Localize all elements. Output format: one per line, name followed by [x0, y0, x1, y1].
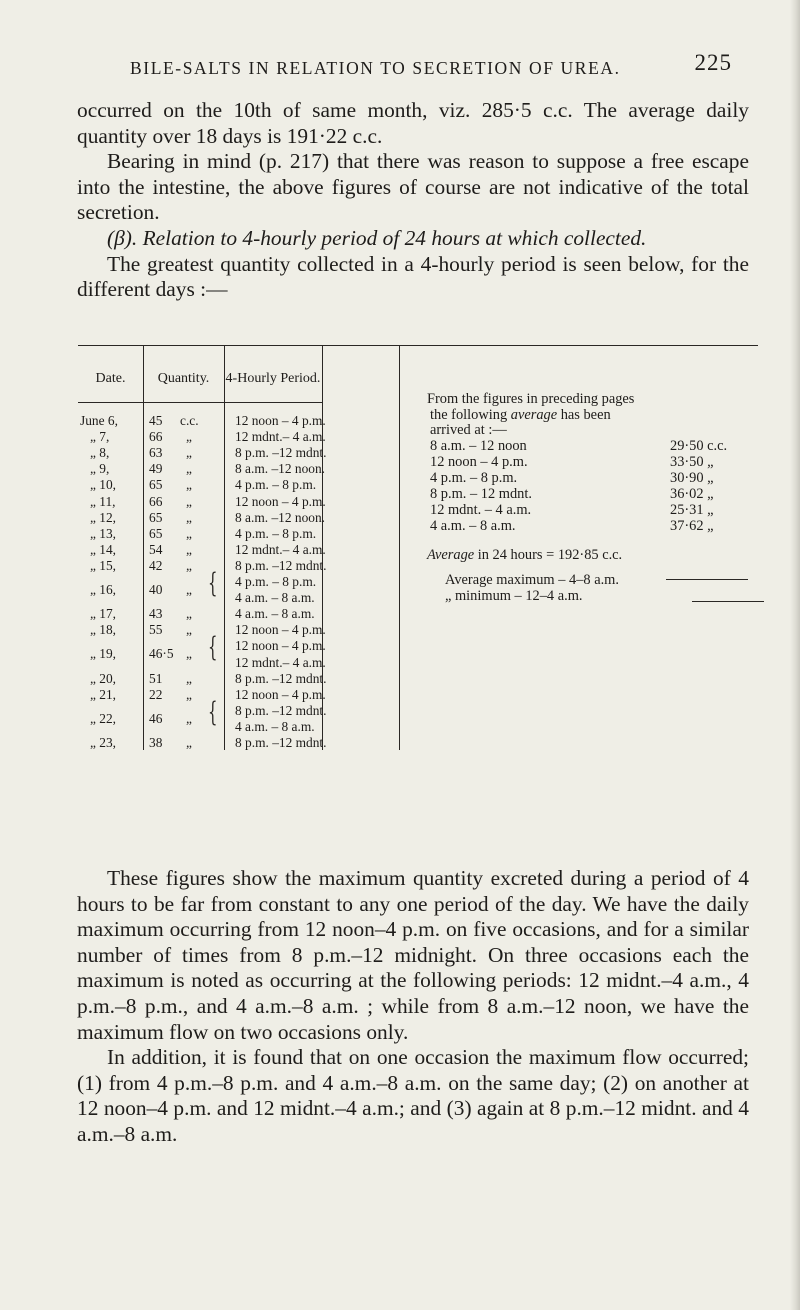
row-period: 8 p.m. –12 mdnt.: [235, 557, 327, 573]
intro-text: [77, 98, 749, 303]
row-date: „ 22,: [90, 710, 117, 726]
daily-average: [427, 548, 767, 564]
row-period: 8 p.m. –12 mdnt.: [235, 670, 327, 686]
row-unit: „: [186, 509, 192, 525]
side-note: [427, 392, 767, 605]
average-row: [427, 455, 767, 471]
daily-average-value: in 24 hours = 192·85 c.c.: [474, 546, 623, 563]
section-heading: [77, 226, 749, 252]
row-date: „ 11,: [90, 493, 116, 509]
intro-line-2: Bearing in mind (p. 217) that there was reason to suppose a free escape into the intestine, the above figures of course are not indicative of the total secretion.: [77, 149, 749, 225]
table-header-rule: [78, 402, 322, 403]
average-value: 29·50 c.c.: [670, 437, 728, 454]
row-period: 4 p.m. – 8 p.m.: [235, 477, 317, 493]
row-date: „ 21,: [90, 686, 117, 702]
row-unit: „: [186, 622, 192, 638]
average-period: 4 a.m. – 8 a.m.: [430, 517, 516, 534]
side-intro-line-2: [427, 408, 767, 424]
row-unit: „: [186, 525, 192, 541]
row-unit: „: [186, 477, 192, 493]
row-date: „ 23,: [90, 735, 117, 750]
row-unit: „: [186, 582, 192, 598]
average-row: [427, 471, 767, 487]
side-intro-line-3: arrived at :—: [430, 422, 507, 439]
row-date: June 6,: [80, 413, 118, 428]
averages-list: [427, 439, 767, 535]
table-top-rule: [78, 345, 758, 346]
row-quantity: 65: [149, 525, 163, 541]
row-period: 12 noon – 4 p.m.: [235, 638, 326, 654]
row-quantity: 54: [149, 541, 163, 557]
row-unit: „: [186, 557, 192, 573]
side-intro-emphasis: average: [510, 406, 558, 423]
row-period: 12 mdnt.– 4 a.m.: [235, 541, 326, 557]
average-period: 12 noon – 4 p.m.: [430, 453, 528, 470]
row-quantity: 49: [149, 461, 163, 477]
row-date: „ 17,: [90, 606, 117, 622]
row-date: „ 15,: [90, 557, 117, 573]
header-period: 4-Hourly Period.: [225, 371, 321, 386]
section-title: Relation to 4-hourly period of 24 hours at which collected.: [142, 225, 647, 250]
side-intro-line-1: From the figures in preceding pages: [427, 391, 635, 407]
row-period: 12 noon – 4 p.m.: [235, 686, 326, 702]
data-table: [78, 345, 778, 845]
row-date: „ 14,: [90, 541, 117, 557]
min-line: „ minimum – 12–4 a.m.: [445, 587, 583, 604]
row-quantity: 22: [149, 686, 163, 702]
row-quantity: 42: [149, 557, 163, 573]
row-quantity: 65: [149, 477, 163, 493]
max-line: Average maximum – 4–8 a.m.: [445, 572, 619, 589]
row-date: „ 19,: [90, 646, 117, 662]
row-unit: „: [186, 429, 192, 445]
row-date: „ 13,: [90, 525, 117, 541]
header-date: Date.: [95, 371, 126, 386]
average-row: [427, 503, 767, 519]
conclusion-para-1: These figures show the maximum quantity excreted during a period of 4 hours to be far from constant to any one period of the day. We have the daily maximum occurring from 12 noon–4 p.m. on five occasions, and for a similar number of times from 8 p.m.–12 midnight. On three occasions each the maximum is noted as occurring at the following periods: 12 midnt.–4 a.m., 4 p.m.–8 p.m., and 4 a.m.–8 a.m. ; while from 8 a.m.–12 noon, we have the maximum flow on two occasions only.: [77, 866, 749, 1044]
average-row: [427, 487, 767, 503]
row-period: 4 a.m. – 8 a.m.: [235, 718, 315, 734]
row-brace: {: [208, 632, 218, 664]
row-date: „ 20,: [90, 670, 117, 686]
side-intro-text-b: has been: [557, 406, 611, 423]
row-period: 12 noon – 4 p.m.: [235, 622, 326, 638]
row-date: „ 16,: [90, 582, 117, 598]
row-quantity: 51: [149, 670, 163, 686]
row-unit: „: [186, 670, 192, 686]
average-value: 25·31 „: [670, 501, 714, 518]
row-date: „ 18,: [90, 622, 117, 638]
row-unit: „: [186, 541, 192, 557]
table-col-divider-4: [399, 345, 400, 750]
row-quantity: 38: [149, 735, 163, 750]
row-date: „ 8,: [90, 445, 110, 461]
row-quantity: 66: [149, 493, 163, 509]
row-unit: „: [186, 735, 192, 750]
row-quantity: 45: [149, 413, 163, 428]
row-period: 8 a.m. –12 noon.: [235, 461, 326, 477]
sum-rule-bottom: [692, 601, 764, 602]
row-quantity: 46: [149, 710, 163, 726]
average-value: 36·02 „: [670, 485, 714, 502]
average-value: 30·90 „: [670, 469, 714, 486]
row-unit: „: [186, 710, 192, 726]
intro-line-3: The greatest quantity collected in a 4-hourly period is seen below, for the different days :—: [77, 251, 749, 302]
row-quantity: 55: [149, 622, 163, 638]
page-number: 225: [694, 50, 732, 75]
row-quantity: 40: [149, 582, 163, 598]
row-period: 4 p.m. – 8 p.m.: [235, 525, 317, 541]
row-period: 8 p.m. –12 mdnt.: [235, 702, 327, 718]
row-unit: „: [186, 686, 192, 702]
row-period: 12 noon – 4 p.m.: [235, 413, 326, 428]
row-quantity: 65: [149, 509, 163, 525]
row-date: „ 7,: [90, 429, 110, 445]
row-period: 8 p.m. –12 mdnt.: [235, 735, 327, 750]
row-period: 4 p.m. – 8 p.m.: [235, 574, 317, 589]
row-period: 4 a.m. – 8 a.m.: [235, 606, 315, 622]
row-unit: „: [186, 461, 192, 477]
average-value: 33·50 „: [670, 453, 714, 470]
intro-line-1: occurred on the 10th of same month, viz. 285·5 c.c. The average daily quantity over 18 days is 191·22 c.c.: [77, 98, 749, 148]
row-unit: „: [186, 445, 192, 461]
running-title: BILE-SALTS IN RELATION TO SECRETION OF UREA.: [130, 58, 621, 78]
conclusion-para-2: In addition, it is found that on one occasion the maximum flow occurred; (1) from 4 p.m.–8 p.m. and 4 a.m.–8 a.m. on the same day; (2) on another at 12 noon–4 p.m. and 12 midnt.–4 a.m.; and (3) again at 8 p.m.–12 midnt. and 4 a.m.–8 a.m.: [77, 1045, 749, 1146]
page-header: [130, 50, 732, 80]
row-brace: {: [208, 568, 218, 599]
row-unit: „: [186, 646, 192, 662]
row-quantity: 43: [149, 606, 163, 622]
row-brace: {: [208, 696, 218, 728]
daily-average-label: Average: [427, 546, 475, 563]
sum-rule-top: [666, 579, 748, 580]
section-label: (β).: [107, 225, 138, 250]
row-quantity: 46·5: [149, 646, 174, 662]
average-period: 4 p.m. – 8 p.m.: [430, 469, 518, 486]
row-unit: „: [186, 493, 192, 509]
row-date: „ 12,: [90, 509, 117, 525]
average-period: 12 mdnt. – 4 a.m.: [430, 501, 532, 518]
row-period: 12 mdnt.– 4 a.m.: [235, 429, 326, 445]
row-period: 12 noon – 4 p.m.: [235, 493, 326, 509]
average-value: 37·62 „: [670, 517, 714, 534]
row-date: „ 9,: [90, 461, 110, 477]
row-date: „ 10,: [90, 477, 117, 493]
average-period: 8 p.m. – 12 mdnt.: [430, 485, 532, 502]
conclusion-text: [77, 866, 749, 1148]
row-quantity: 66: [149, 429, 163, 445]
row-period: 12 mdnt.– 4 a.m.: [235, 654, 326, 670]
row-period: 4 a.m. – 8 a.m.: [235, 590, 315, 606]
row-period: 8 p.m. –12 mdnt.: [235, 445, 327, 461]
side-intro-text-a: the following: [430, 406, 511, 423]
row-period: 8 a.m. –12 noon.: [235, 509, 326, 525]
average-period: 8 a.m. – 12 noon: [430, 437, 527, 454]
row-unit: c.c.: [180, 413, 199, 428]
average-row: [427, 519, 767, 535]
average-row: [427, 439, 767, 455]
header-quantity: Quantity.: [157, 371, 210, 386]
row-quantity: 63: [149, 445, 163, 461]
page-edge: [790, 0, 800, 1310]
row-unit: „: [186, 606, 192, 622]
